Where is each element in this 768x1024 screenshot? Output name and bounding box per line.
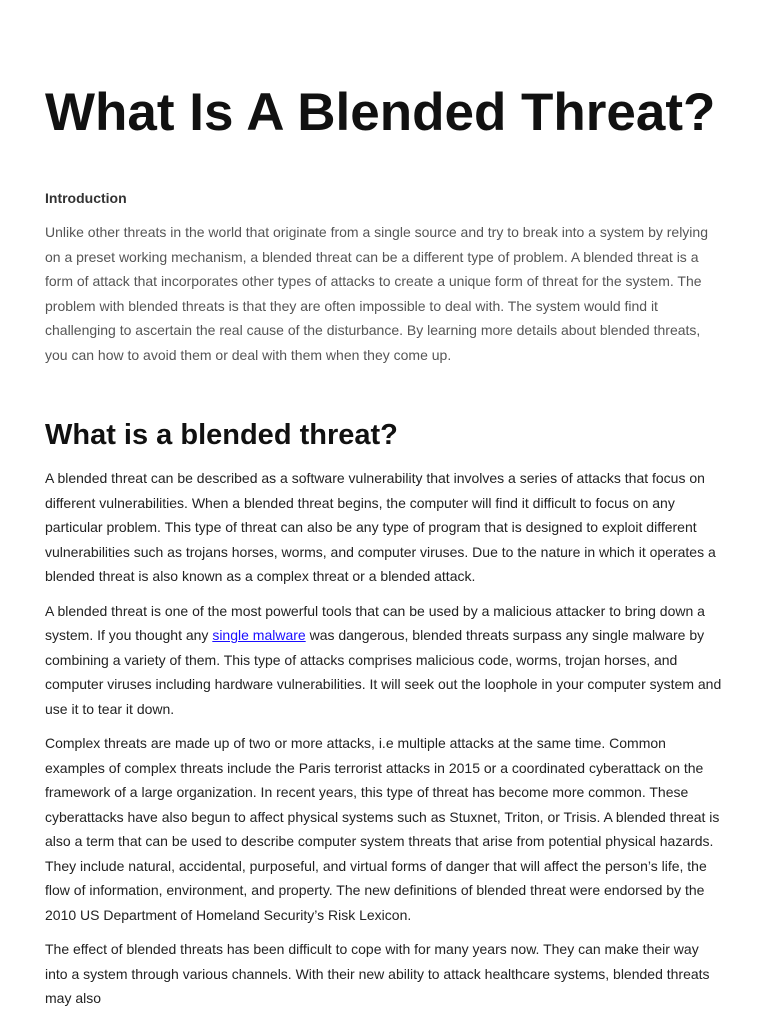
intro-paragraph: Unlike other threats in the world that originate from a single source and try to break into a system by relying on a preset working mechanism, a blended threat can be a different type of problem. A blended threat is a form of attack that incorporates other types of attacks to create a unique form of threat for the system. The problem with blended threats is that they are often impossible to deal with. The system would find it challenging to ascertain the real cause of the disturbance. By learning more details about blended threats, you can how to avoid them or deal with them when they come up. [45, 224, 708, 363]
intro-label: Introduction [45, 190, 127, 206]
body-paragraph-3: Complex threats are made up of two or more attacks, i.e multiple attacks at the same time. Common examples of complex threats include the Paris terrorist attacks in 2015 or a coordinated cyberattack on the framework of a large organization. In recent years, this type of threat has become more common. These cyberattacks have also begun to affect physical systems such as Stuxnet, Triton, or Trisis. A blended threat is also a term that can be used to describe computer system threats that arise from potential physical hazards. They include natural, accidental, purposeful, and virtual forms of danger that will affect the person’s life, the flow of information, environment, and property. The new definitions of blended threat were endorsed by the 2010 US Department of Homeland Security’s Risk Lexicon. [45, 735, 720, 923]
body-paragraph-1: A blended threat can be described as a software vulnerability that involves a series of attacks that focus on different vulnerabilities. When a blended threat begins, the computer will find it difficult to focus on any particular problem. This type of threat can also be any type of program that is designed to exploit different vulnerabilities such as trojans horses, worms, and computer viruses. Due to the nature in which it operates a blended threat is also known as a complex threat or a blended attack. [45, 470, 716, 584]
page-title: What Is A Blended Threat? [45, 83, 716, 142]
section-heading: What is a blended threat? [45, 419, 398, 451]
body-paragraph-2 [45, 599, 725, 722]
paragraph-2-text-start: A blended threat is one of the most powerful tools that can be used by a malicious attacker to bring down a system. If you thought any [45, 602, 705, 643]
paragraph-2-text-end: was dangerous, blended threats surpass any single malware by combining a variety of them. This type of attacks comprises malicious code, worms, trojan horses, and computer viruses including hardware vulnerabilities. It will seek out the loophole in your computer system and use it to tear it down. [45, 627, 722, 717]
single-malware-link[interactable]: single malware [212, 627, 306, 643]
body-paragraph-4: The effect of blended threats has been difficult to cope with for many years now. They can make their way into a system through various channels. With their new ability to attack healthcare systems, blended threats may also [45, 941, 710, 1006]
article-body [45, 466, 725, 1021]
